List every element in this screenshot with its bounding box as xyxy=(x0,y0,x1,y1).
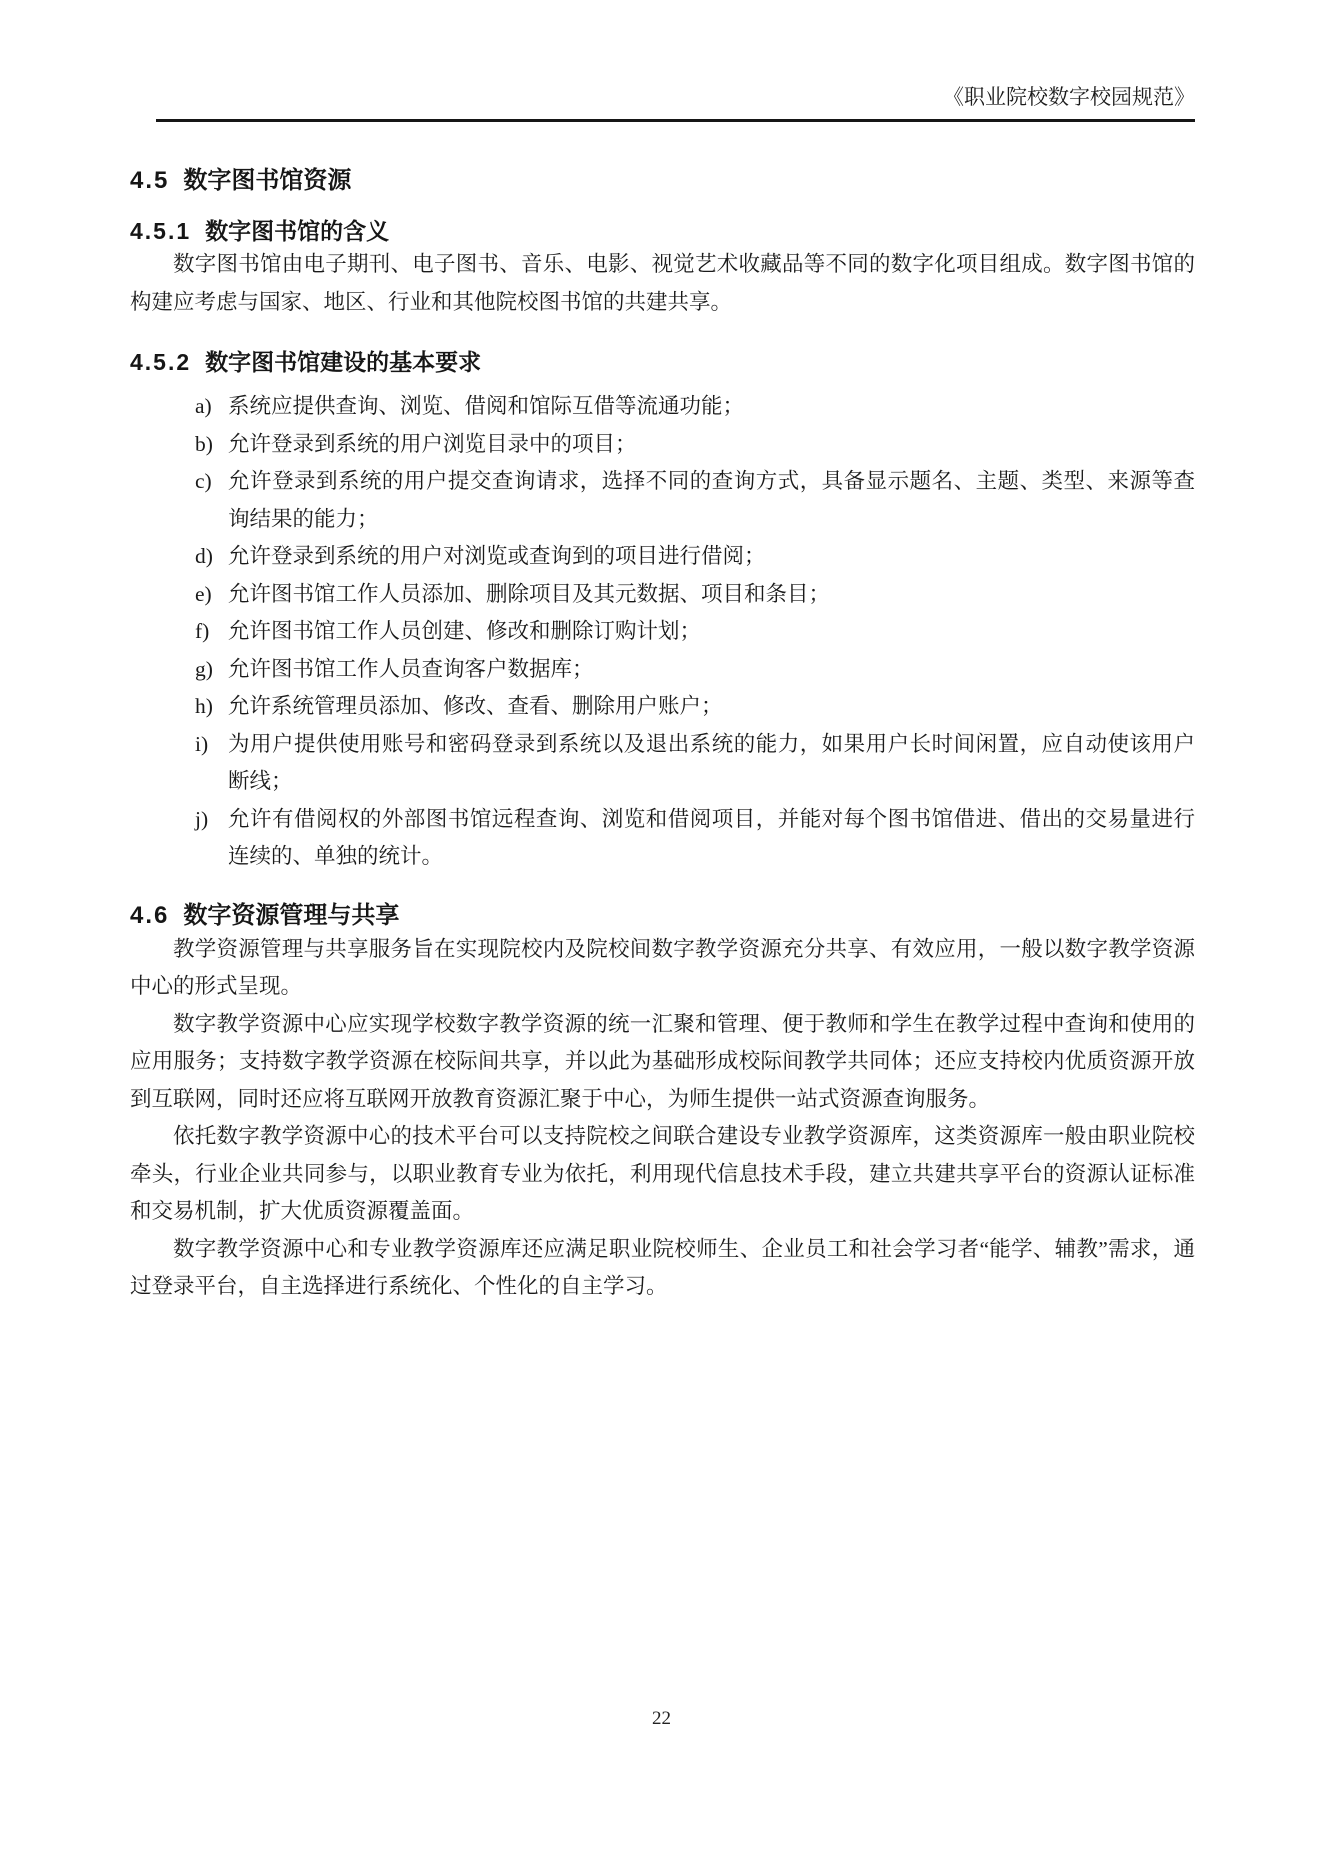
list-item-text: 允许图书馆工作人员查询客户数据库； xyxy=(228,656,594,681)
list-item-text: 允许图书馆工作人员创建、修改和删除订购计划； xyxy=(228,619,702,643)
section-4-5-number: 4.5 xyxy=(130,167,170,194)
list-item-label: b) xyxy=(195,431,213,456)
paragraph-4-5-1: 数字图书馆由电子期刊、电子图书、音乐、电影、视觉艺术收藏品等不同的数字化项目组成。数字图书馆的构建应考虑与国家、地区、行业和其他院校图书馆的共建共享。 xyxy=(130,252,1195,314)
list-item-label: g) xyxy=(195,656,213,681)
section-4-5-1-title: 数字图书馆的含义 xyxy=(205,218,390,244)
page-content xyxy=(130,166,1195,1306)
list-item xyxy=(195,463,1195,538)
list-item xyxy=(195,426,1195,464)
list-item-text: 允许图书馆工作人员添加、删除项目及其元数据、项目和条目； xyxy=(228,581,831,606)
list-item-label: a) xyxy=(195,394,212,418)
list-item xyxy=(195,801,1195,876)
header-title: 《职业院校数字校园规范》 xyxy=(943,85,1195,109)
list-item xyxy=(195,651,1195,689)
page-header xyxy=(156,84,1195,122)
page-footer xyxy=(0,1708,1323,1730)
list-item-label: h) xyxy=(195,694,213,718)
list-item-text: 允许系统管理员添加、修改、查看、删除用户账户； xyxy=(228,694,723,718)
list-item-text: 允许有借阅权的外部图书馆远程查询、浏览和借阅项目，并能对每个图书馆借进、借出的交易量进行连续的、单独的统计。 xyxy=(228,806,1195,868)
list-item-label: i) xyxy=(195,731,209,756)
list-item-label: d) xyxy=(195,544,213,568)
section-4-5-1-heading xyxy=(130,217,1195,246)
list-item-text: 为用户提供使用账号和密码登录到系统以及退出系统的能力，如果用户长时间闲置，应自动使该用户断线； xyxy=(228,731,1195,793)
page-number: 22 xyxy=(652,1708,671,1729)
section-4-6-heading xyxy=(130,901,1195,931)
list-item-text: 系统应提供查询、浏览、借阅和馆际互借等流通功能； xyxy=(228,394,745,418)
paragraph-4-6-d: 数字教学资源中心和专业教学资源库还应满足职业院校师生、企业员工和社会学习者“能学、辅教”需求，通过登录平台，自主选择进行系统化、个性化的自主学习。 xyxy=(130,1236,1195,1298)
list-item-text: 允许登录到系统的用户提交查询请求，选择不同的查询方式，具备显示题名、主题、类型、来源等查询结果的能力； xyxy=(228,469,1195,531)
section-4-5-title: 数字图书馆资源 xyxy=(183,167,352,194)
list-item xyxy=(195,613,1195,651)
section-4-5-1-number: 4.5.1 xyxy=(130,218,192,244)
paragraph-4-6-a: 教学资源管理与共享服务旨在实现院校内及院校间数字教学资源充分共享、有效应用，一般以数字教学资源中心的形式呈现。 xyxy=(130,936,1195,998)
list-item-label: j) xyxy=(195,806,209,831)
list-item-label: c) xyxy=(195,469,212,493)
list-item xyxy=(195,388,1195,426)
section-4-5-2-number: 4.5.2 xyxy=(130,349,192,375)
section-4-5-2-title: 数字图书馆建设的基本要求 xyxy=(205,349,482,375)
list-item-label: f) xyxy=(195,619,210,643)
paragraph-4-6-c: 依托数字教学资源中心的技术平台可以支持院校之间联合建设专业教学资源库，这类资源库一般由职业院校牵头，行业企业共同参与，以职业教育专业为依托，利用现代信息技术手段，建立共建共享平台的资源认证标准和交易机制，扩大优质资源覆盖面。 xyxy=(130,1124,1195,1223)
section-4-6-title: 数字资源管理与共享 xyxy=(183,901,400,929)
list-item-text: 允许登录到系统的用户对浏览或查询到的项目进行借阅； xyxy=(228,544,766,568)
list-item xyxy=(195,726,1195,801)
list-item-text: 允许登录到系统的用户浏览目录中的项目； xyxy=(228,431,637,456)
section-4-5-2-heading xyxy=(130,348,1195,377)
requirements-list xyxy=(130,388,1195,876)
paragraph-4-6-b: 数字教学资源中心应实现学校数字教学资源的统一汇聚和管理、便于教师和学生在教学过程中查询和使用的应用服务；支持数字教学资源在校际间共享，并以此为基础形成校际间教学共同体；还应支持校内优质资源开放到互联网，同时还应将互联网开放教育资源汇聚于中心，为师生提供一站式资源查询服务。 xyxy=(130,1011,1195,1111)
list-item xyxy=(195,688,1195,726)
section-4-6-number: 4.6 xyxy=(130,901,170,929)
list-item xyxy=(195,538,1195,576)
list-item xyxy=(195,576,1195,614)
list-item-label: e) xyxy=(195,581,212,606)
section-4-5-heading xyxy=(130,166,1195,196)
